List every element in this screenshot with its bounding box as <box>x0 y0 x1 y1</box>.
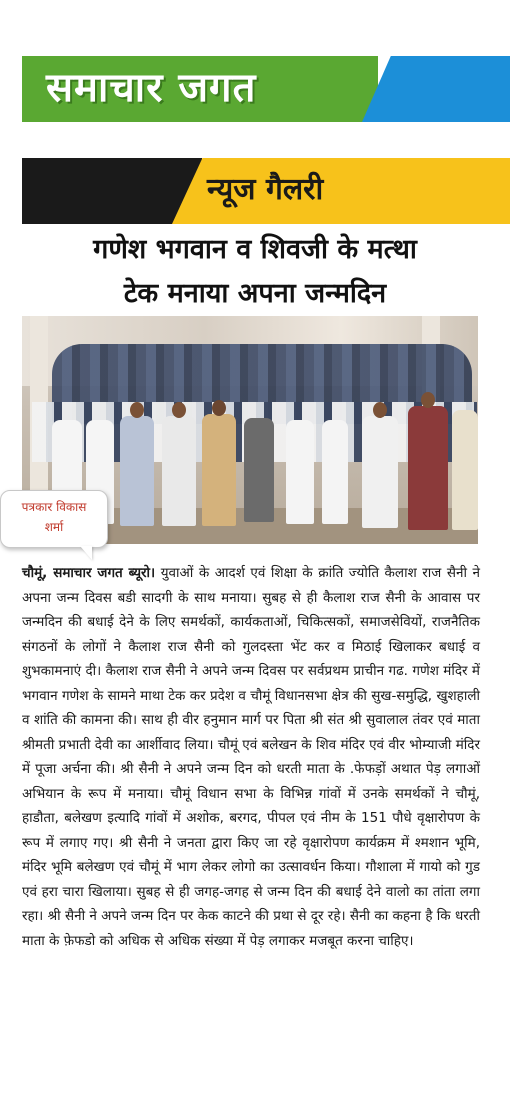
photo-person <box>244 418 274 522</box>
headline-line-1: गणेश भगवान व शिवजी के मत्था <box>93 234 417 265</box>
headline-line-2: टेक मनाया अपना जन्मदिन <box>123 278 387 309</box>
reporter-credit-line-2: शर्मा <box>44 520 64 534</box>
gallery-label: न्यूज गैलरी <box>207 172 324 207</box>
masthead-title: समाचार जगत <box>46 65 257 111</box>
gallery-black-band <box>22 158 202 224</box>
photo-person <box>120 416 154 526</box>
article-byline: चौमूं, समाचार जगत ब्यूरो। <box>22 565 156 581</box>
article-text: युवाओं के आदर्श एवं शिक्षा के क्रांति ज्योति कैलाश राज सैनी ने अपना जन्म दिवस बडी सादगी के साथ मनाया। सुबह से ही कैलाश राज सैनी के आवास पर जन्मदिन की बधाई देने के लिए समर्थकों, कार्यकताओं, चिकित्सकों, समाजसेवियों, राजनैतिक संगठनों के लोगों ने कैलाश राज सैनी को गुलदस्ता भेंट कर व मिठाई खिलाकर बधाई व शुभकामनाएं दी। कैलाश राज सैनी ने अपने जन्म दिवस पर सर्वप्रथम प्राचीन गढ. गणेश मंदिर में भगवान गणेश के सामने माथा टेक कर प्रदेश व चौमूं विधानसभा क्षेत्र की सुख-समुद्धि, खुशहाली व शांति की कामना की। साथ ही वीर हनुमान मार्ग पर पिता श्री संत श्री सुवालाल तंवर एवं माता श्रीमती प्रभाती देवी का आर्शीवाद लिया। चौमूं एवं बलेखन के शिव मंदिर एवं वीर भोम्याजी मंदिर में पूजा अर्चना की। श्री सैनी ने अपने जन्म दिन को धरती माता के .फेफड़ों अथात पेड़ लगाओं अभियान के रूप में मनाया। चौमूं विधान सभा के विभिन्न गांवों में उनके समर्थकों ने चौमूं, हाडौता, बलेखण इत्यादि गांवों में अशोक, बरगद, पीपल एवं नीम के 151 पौधे वृक्षारोपण के रूप में लगाए गए। श्री सैनी ने जनता द्वारा किए जा रहे वृक्षारोपण कार्यक्रम में श्मशान भूमि, मंदिर भूमि बलेखण एवं चौमूं में भाग लेकर लोगो का उत्सावर्धन किया। गौशाला में गायो को गुड एवं हरा चारा खिलाया। सुबह से ही जगह-जगह से जन्म दिन की बधाई देने वालो का तांता लगा रहा। श्री सैनी ने अपने जन्म दिन पर केक काटने की प्रथा से दूर रहे। सैनी का कहना है कि धरती माता के फ़ेफडो को अधिक से अधिक संख्या में पेड़ लगाकर मजबूत करना चाहिए। <box>22 565 480 949</box>
news-gallery-banner <box>22 158 510 224</box>
photo-head <box>212 400 226 416</box>
reporter-credit-bubble <box>0 490 108 548</box>
photo-head <box>172 402 186 418</box>
photo-person <box>202 414 236 526</box>
photo-head <box>421 392 435 408</box>
photo-person <box>322 420 348 524</box>
masthead <box>22 56 510 122</box>
article-body <box>22 561 480 953</box>
article-headline <box>40 228 470 316</box>
photo-person <box>452 410 478 530</box>
photo-person <box>162 416 196 526</box>
photo-person <box>408 406 448 530</box>
photo-head <box>373 402 387 418</box>
reporter-bubble-tail <box>80 546 92 560</box>
photo-person <box>362 416 398 528</box>
reporter-credit-line-1: पत्रकार विकास <box>21 500 87 514</box>
photo-head <box>130 402 144 418</box>
masthead-blue-band <box>362 56 510 122</box>
photo-person <box>286 420 314 524</box>
